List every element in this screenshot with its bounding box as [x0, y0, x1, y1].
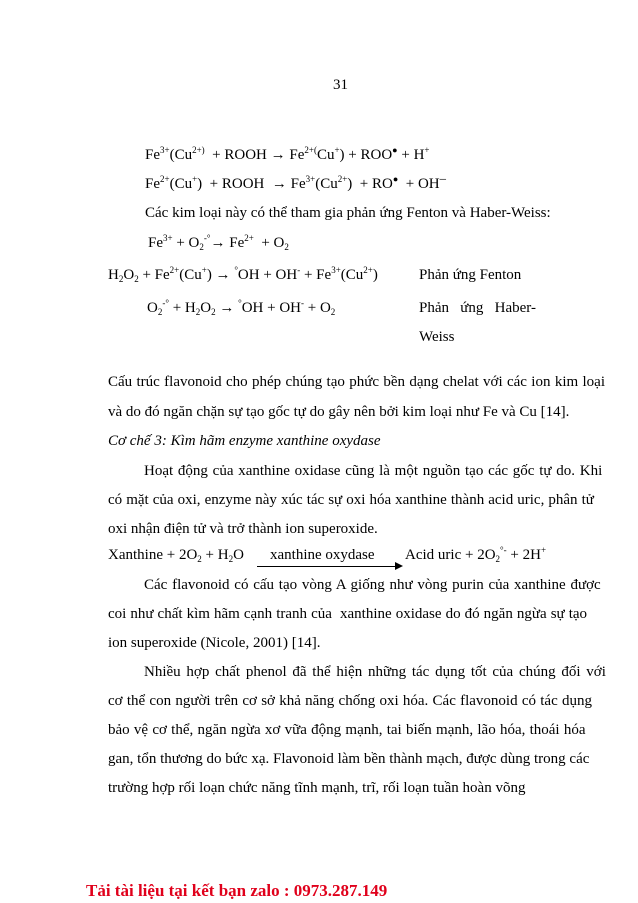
xr-text: Acid uric + 2O	[405, 547, 496, 563]
r5-sup: -°	[162, 298, 169, 308]
r5-sub: 2	[330, 307, 336, 317]
r4-sup: 2+	[169, 265, 180, 275]
paragraph-4-line-4: gan, tổn thương do bức xạ. Flavonoid làm bền thành mạch, được dùng trong các	[108, 751, 590, 767]
reaction-line-4	[108, 265, 378, 285]
r1-sup: +	[424, 145, 430, 155]
r1-text: Fe	[145, 147, 160, 163]
xanthine-reaction-left	[108, 545, 244, 565]
r4-text: (Cu	[179, 267, 202, 283]
r1-text: + ROOH → Fe	[204, 147, 305, 163]
r5-text: O	[200, 300, 212, 316]
r1-sup: +	[334, 145, 340, 155]
r1-text: Cu	[316, 147, 335, 163]
r4-text: ) →	[206, 267, 235, 283]
radical-dot: ●	[392, 174, 399, 184]
xr-text: + 2H	[506, 547, 541, 563]
r2-sup: 2+	[337, 174, 348, 184]
r4-sup: 3+	[331, 265, 341, 275]
r5-sub: 2	[195, 307, 201, 317]
r2-text: + OH	[398, 176, 440, 192]
footer-contact-link[interactable]: Tải tài liệu tại kết bạn zalo : 0973.287.149	[86, 881, 388, 900]
r4-text: (Cu	[340, 267, 364, 283]
r3-text: Fe	[148, 235, 163, 251]
paragraph-2-line-2: có mặt của oxi, enzyme này xúc tác sự oxi hóa xanthine thành acid uric, phân tử	[108, 492, 594, 508]
r3-sup: -°	[203, 233, 211, 243]
r2-sup: 2+	[160, 174, 170, 184]
r1-sup: 3+	[160, 145, 170, 155]
r5-sub: 2	[157, 307, 163, 317]
paragraph-4-line-3: bảo vệ cơ thể, ngăn ngừa xơ vữa động mạnh, tai biến mạnh, lão hóa, thoái hóa	[108, 722, 586, 738]
r4-text: + Fe	[138, 267, 170, 283]
r3-sub: 2	[284, 242, 289, 252]
r2-text: ) + ROOH → Fe	[197, 176, 306, 192]
paragraph-3-line-1: Các flavonoid có cấu tạo vòng A giống như vòng purin của xanthine được	[144, 577, 601, 593]
paragraph-1-line-1: Cấu trúc flavonoid cho phép chúng tạo phức bền dạng chelat với các ion kim loại	[108, 374, 605, 390]
r3-sup: 2+	[244, 233, 254, 243]
r5-sup: -	[301, 298, 304, 308]
haber-weiss-label-line2: Weiss	[419, 329, 455, 345]
r3-sup: 3+	[163, 233, 173, 243]
r2-text: (Cu	[169, 176, 193, 192]
r2-text: Fe	[145, 176, 160, 192]
reaction-line-2	[145, 174, 446, 194]
r5-text: + H	[168, 300, 196, 316]
r4-text: OH + OH	[237, 267, 298, 283]
r1-text: ) + ROO	[339, 147, 393, 163]
r1-sup: 2+)	[192, 145, 205, 155]
radical-dot: ●	[392, 145, 398, 155]
paragraph-2-line-3: oxi nhận điện tử và trở thành ion superoxide.	[108, 521, 378, 537]
paragraph-4-line-2: cơ thể con người trên cơ sở khả năng chống oxi hóa. Các flavonoid có tác dụng	[108, 693, 592, 709]
r5-sub: 2	[211, 307, 216, 317]
r4-text: H	[108, 267, 119, 283]
page-number: 31	[333, 77, 348, 93]
r3-text: → Fe	[210, 235, 245, 251]
r3-text: + O	[253, 235, 285, 251]
xr-text: O	[233, 547, 244, 563]
r4-sub: 2	[134, 274, 139, 284]
r3-text: + O	[172, 235, 200, 251]
r5-text: + O	[304, 300, 331, 316]
paragraph-4-line-1: Nhiều hợp chất phenol đã thể hiện những tác dụng tốt của chúng đối với	[144, 664, 606, 680]
xr-sub: 2	[495, 554, 501, 564]
r1-text: (Cu	[169, 147, 193, 163]
r4-sup: -	[297, 265, 301, 275]
r5-text: OH + OH	[241, 300, 301, 316]
haber-weiss-label-line1: Phản ứng Haber-	[419, 300, 536, 316]
r2-sup: 3+	[305, 174, 316, 184]
reaction-line-3	[148, 233, 289, 253]
r2-sup: ─	[439, 174, 447, 184]
reaction-line-1	[145, 145, 429, 165]
xr-sub: 2	[197, 554, 202, 564]
reaction-arrow-line	[257, 566, 397, 567]
xr-text: Xanthine + 2O	[108, 547, 198, 563]
r5-text: O	[147, 300, 158, 316]
r1-text: + H	[397, 147, 425, 163]
xr-sub: 2	[228, 554, 234, 564]
section-heading: Cơ chế 3: Kìm hãm enzyme xanthine oxydase	[108, 433, 381, 449]
r4-text: )	[372, 267, 378, 283]
fenton-label: Phản ứng Fenton	[419, 267, 522, 283]
paragraph-3-line-3: ion superoxide (Nicole, 2001) [14].	[108, 635, 321, 651]
xanthine-enzyme-label: xanthine oxydase	[270, 547, 375, 563]
r3-sub: 2	[199, 242, 204, 252]
paragraph-4-line-5: trường hợp rối loạn chức năng tĩnh mạnh, trĩ, rối loạn tuần hoàn võng	[108, 780, 526, 796]
r2-text: ) + RO	[347, 176, 393, 192]
r5-text: →	[215, 300, 239, 316]
r1-sup: 2+(	[304, 145, 317, 155]
xr-sup: +	[540, 545, 547, 555]
r2-text: (Cu	[315, 176, 338, 192]
r4-text: + Fe	[300, 267, 332, 283]
reaction-arrow-head	[395, 562, 403, 570]
intro-line: Các kim loại này có thể tham gia phản ứng Fenton và Haber-Weiss:	[145, 205, 551, 221]
r2-sup: +	[192, 174, 198, 184]
paragraph-1-line-2: và do đó ngăn chặn sự tạo gốc tự do gây nên bởi kim loại như Fe và Cu [14].	[108, 404, 570, 420]
r4-sup: +	[201, 265, 207, 275]
r5-sup: °	[238, 298, 242, 308]
xanthine-reaction-right	[405, 545, 546, 565]
paragraph-2-line-1: Hoạt động của xanthine oxidase cũng là một nguồn tạo các gốc tự do. Khi	[144, 463, 603, 479]
reaction-line-5	[147, 298, 335, 318]
xr-sup: °-	[500, 545, 507, 555]
r4-sup: 2+	[363, 265, 373, 275]
r4-sub: 2	[118, 274, 124, 284]
paragraph-3-line-2: coi như chất kìm hãm cạnh tranh của xanthine oxidase do đó ngăn ngừa sự tạo	[108, 606, 588, 622]
r4-sup: °	[234, 265, 238, 275]
r4-text: O	[123, 267, 135, 283]
xr-text: + H	[201, 547, 229, 563]
